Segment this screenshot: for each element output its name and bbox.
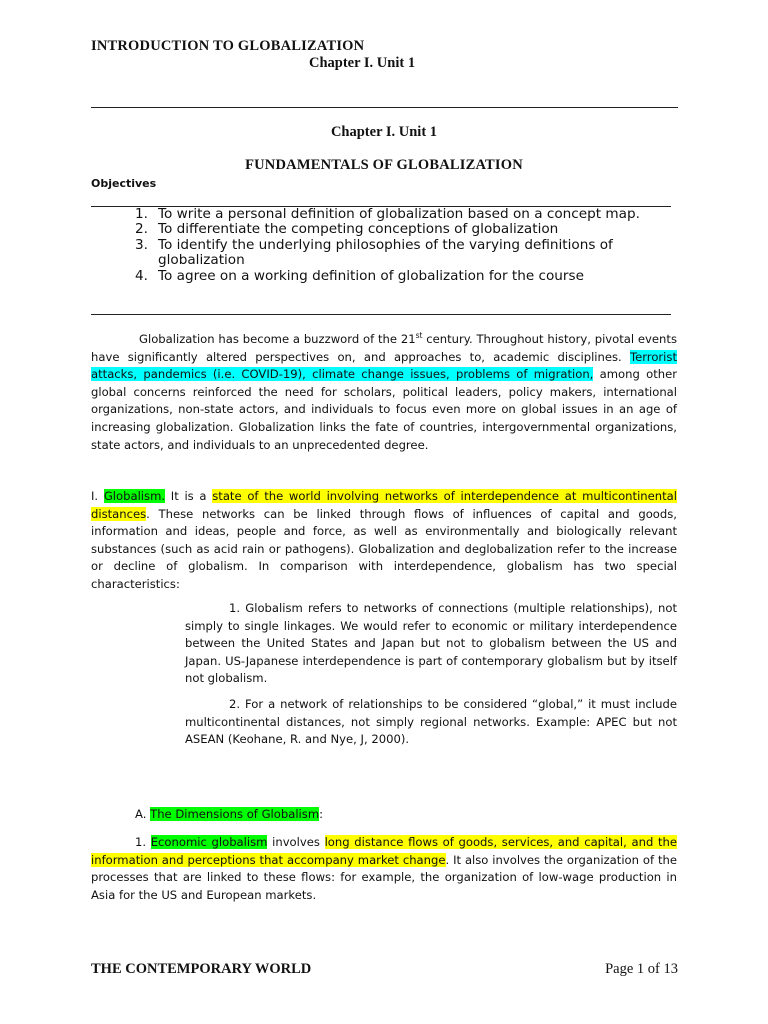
objective-text: To agree on a working definition of globalization for the course	[158, 267, 584, 284]
objectives-bottom-divider	[91, 314, 671, 315]
unit-title: Chapter I. Unit 1	[330, 124, 438, 140]
objective-item	[91, 222, 681, 237]
objective-number: 2.	[135, 221, 148, 238]
header-chapter: Chapter I. Unit 1	[309, 55, 416, 71]
objective-text: To differentiate the competing conceptions of globalization	[158, 221, 559, 238]
objective-item	[91, 238, 681, 269]
objective-number: 4.	[135, 267, 148, 284]
characteristic-1: 1. Globalism refers to networks of connections (multiple relationships), not simply to single linkages. We would refer to economic or military interdependence between the United States and Japan but not to globalism between the US and Japan. US-Japanese interdependence is part of contemporary globalism but by itself not globalism.	[185, 601, 677, 686]
objectives-label: Objectives	[91, 177, 157, 190]
objective-item	[91, 269, 681, 284]
footer-course: THE CONTEMPORARY WORLD	[91, 961, 312, 977]
highlighted-text: Terrorist attacks, pandemics (i.e. COVID-19), climate change issues, problems of migration,	[91, 349, 677, 382]
characteristic-2: 2. For a network of relationships to be considered “global,” it must include multicontinental distances, not simply regional networks. Example: APEC but not ASEAN (Keohane, R. and Nye, J, 2000).	[185, 697, 677, 747]
economic-globalism-term: Economic globalism	[150, 835, 268, 849]
economic-globalism-paragraph: 1. Economic globalism involves long distance flows of goods, services, and capital, and the information and perceptions that accompany market change. It also involves the organization of the processes that are linked to these flows: for example, the organization of low-wage production in Asia for the US and European markets.	[91, 835, 677, 902]
objective-text: To identify the underlying philosophies of the varying definitions of globalization	[158, 236, 613, 269]
globalism-term: Globalism.	[103, 489, 166, 503]
objective-item	[91, 207, 681, 222]
header-course-title: INTRODUCTION TO GLOBALIZATION	[91, 38, 365, 54]
header-divider	[91, 107, 678, 108]
dimensions-heading: A. The Dimensions of Globalism:	[135, 807, 324, 821]
dimensions-heading-text: The Dimensions of Globalism	[150, 807, 320, 821]
objective-number: 1.	[135, 206, 148, 222]
footer-page-number: Page 1 of 13	[605, 961, 678, 977]
globalism-paragraph: I. Globalism. It is a state of the world involving networks of interdependence at multicontinental distances. These networks can be linked through flows of influences of capital and goods, information and ideas, people and force, as well as environmentally and biologically relevant substances (such as acid rain or pathogens). Globalization and deglobalization refer to the increase or decline of globalism. In comparison with interdependence, globalism has two special characteristics:	[91, 489, 678, 591]
intro-paragraph: Globalization has become a buzzword of the 21st century. Throughout history, pivotal events have significantly altered perspectives on, and approaches to, academic disciplines. Terrorist attacks, pandemics (i.e. COVID-19), climate change issues, problems of migration, among other global concerns reinforced the need for scholars, political leaders, policy makers, international organizations, non-state actors, and individuals to focus even more on global issues in an age of increasing globalization. Globalization links the fate of countries, intergovernmental organizations, state actors, and individuals to an unprecedented degree.	[91, 331, 677, 452]
objective-text: To write a personal definition of globalization based on a concept map.	[158, 206, 640, 222]
highlighted-text: long distance flows of goods, services, and capital, and the information and perceptions that accompany market change	[91, 835, 677, 867]
objectives-list	[91, 207, 681, 284]
highlighted-text: state of the world involving networks of interdependence at multicontinental distances	[91, 489, 678, 521]
objective-number: 3.	[135, 236, 148, 253]
document-title: FUNDAMENTALS OF GLOBALIZATION	[245, 157, 523, 173]
